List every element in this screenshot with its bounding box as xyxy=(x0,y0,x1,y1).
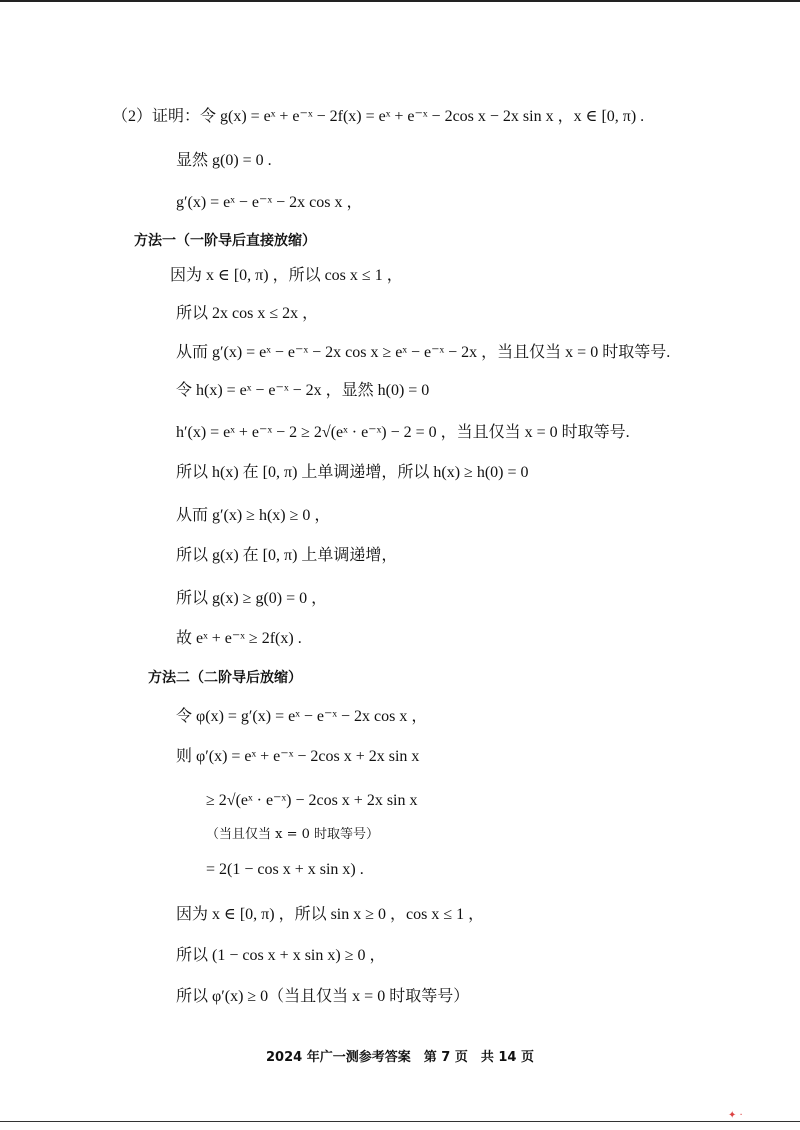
proof-intro-line: （2）证明：令 g(x) = eˣ + e⁻ˣ − 2f(x) = eˣ + e⁻ˣ − 2cos x − 2x sin x ，x ∈ [0, π) . xyxy=(112,108,645,125)
method-one-conclusion: 故 eˣ + e⁻ˣ ≥ 2f(x) . xyxy=(176,630,302,647)
method-two-step-2: 则 φ′(x) = eˣ + e⁻ˣ − 2cos x + 2x sin x xyxy=(176,748,420,765)
method-two-step-7: 所以 φ′(x) ≥ 0（当且仅当 x = 0 时取等号） xyxy=(176,988,470,1005)
method-one-step-3: 从而 g′(x) = eˣ − e⁻ˣ − 2x cos x ≥ eˣ − e⁻ˣ − 2x ，当且仅当 x = 0 时取等号. xyxy=(176,344,671,361)
method-two-equality-note: （当且仅当 x = 0 时取等号） xyxy=(206,827,380,842)
method-two-step-5: 因为 x ∈ [0, π) ，所以 sin x ≥ 0 ，cos x ≤ 1 ， xyxy=(176,906,485,923)
red-mark: ✦ · xyxy=(728,1110,743,1121)
method-one-step-8: 所以 g(x) 在 [0, π) 上单调递增， xyxy=(176,547,398,564)
method-one-step-4: 令 h(x) = eˣ − e⁻ˣ − 2x ，显然 h(0) = 0 xyxy=(176,382,430,399)
method-one-step-2: 所以 2x cos x ≤ 2x ， xyxy=(176,305,319,322)
method-one-step-1: 因为 x ∈ [0, π) ，所以 cos x ≤ 1 ， xyxy=(170,267,403,284)
method-two-heading: 方法二（二阶导后放缩） xyxy=(148,670,302,686)
method-one-step-5: h′(x) = eˣ + e⁻ˣ − 2 ≥ 2√(eˣ · e⁻ˣ) − 2 = 0 ，当且仅当 x = 0 时取等号. xyxy=(176,424,630,441)
method-one-step-7: 从而 g′(x) ≥ h(x) ≥ 0 ， xyxy=(176,507,331,524)
method-two-step-3: ≥ 2√(eˣ · e⁻ˣ) − 2cos x + 2x sin x xyxy=(206,792,418,809)
method-two-step-4: = 2(1 − cos x + x sin x) . xyxy=(206,861,364,878)
method-two-step-1: 令 φ(x) = g′(x) = eˣ − e⁻ˣ − 2x cos x ， xyxy=(176,708,428,725)
bottom-rule xyxy=(0,1121,800,1122)
top-rule xyxy=(0,0,800,2)
method-two-step-6: 所以 (1 − cos x + x sin x) ≥ 0 ， xyxy=(176,947,386,964)
g-zero-line: 显然 g(0) = 0 . xyxy=(176,152,272,169)
method-one-heading: 方法一（一阶导后直接放缩） xyxy=(134,233,316,249)
g-derivative-line: g′(x) = eˣ − e⁻ˣ − 2x cos x ， xyxy=(176,194,363,211)
method-one-step-6: 所以 h(x) 在 [0, π) 上单调递增，所以 h(x) ≥ h(0) = 0 xyxy=(176,464,529,481)
method-one-step-9: 所以 g(x) ≥ g(0) = 0 ， xyxy=(176,590,328,607)
page-footer: 2024 年广一测参考答案 第 7 页 共 14 页 xyxy=(266,1050,534,1065)
